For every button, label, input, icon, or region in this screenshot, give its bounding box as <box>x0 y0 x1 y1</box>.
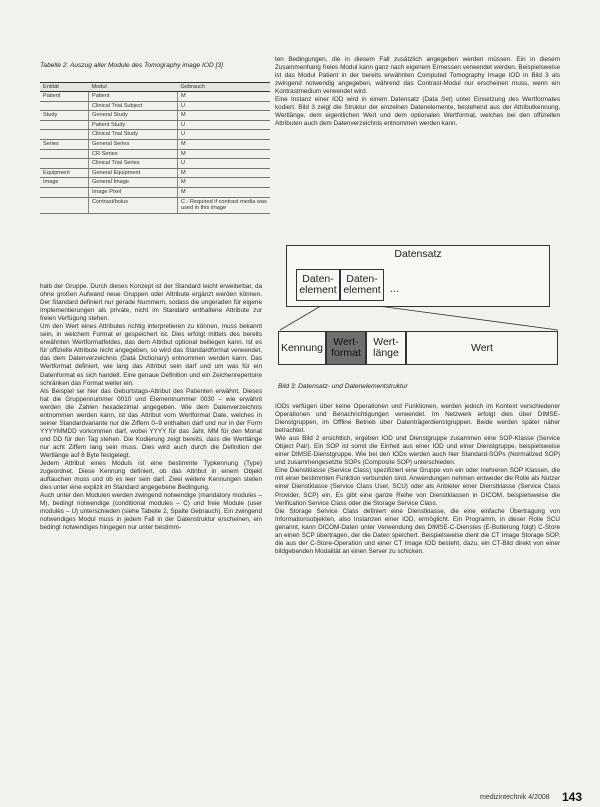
table-cell-entity <box>40 197 89 213</box>
table-cell-usage: U <box>178 120 271 130</box>
table-cell-module: Clinical Trial Series <box>89 159 178 169</box>
table-header-module: Modul <box>89 83 178 92</box>
data-structure-diagram <box>278 245 560 377</box>
table-cell-usage: M <box>178 187 271 197</box>
table-cell-usage: C - Required if contrast media was used in this image <box>178 197 271 213</box>
page-number: 143 <box>562 790 583 804</box>
table-cell-module: General Study <box>89 111 178 121</box>
paragraph: Als Beispiel sei hier das Geburtstags-Attribut des Patienten erwähnt. Dieses hat die Gruppennummer 0010 und Elementnummer 0030 – wie erwähnt werden die Zahlen hexadezimal angegeben. Wie dem Datenverzeichnis entnommen werden kann, ist das Attribut vom Wertformat Date, welches in seiner Standardvariante nur die Ziffern 0–9 enthalten darf und nur in der Form YYYYMMDD vorkommen darf, wobei YYYY für das Jahr, MM für den Monat und DD für den Tag stehen. Die Kodierung zeigt bereits, dass die Wertlänge nur acht Ziffern lang sein muss. Dies wird auch durch die Definition der Wertlänge auf 8 Byte festgelegt. <box>40 387 262 459</box>
table-cell-entity <box>40 120 89 130</box>
table-cell-module: CR Series <box>89 149 178 159</box>
datensatz-label: Datensatz <box>394 248 442 260</box>
wert-box: Wert <box>406 331 558 365</box>
paragraph: Eine Dienstklasse (Service Class) spezifiziert eine Gruppe von ein oder mehreren SOP Klassen, die mit einer bestimmten Funktion verbunden sind. Anwendungen nehmen entweder die Rolle als Nutzer einer Dienstklasse (Service Class User, SCU) oder als Anbieter einer Dienstklasse (Service Class Provider, SCP) ein. Es gibt eine ganze Reihe von Dienstklassen in DICOM, beispielsweise die Verification Service Class oder die Storage Service Class. <box>275 467 560 507</box>
table-cell-usage: M <box>178 139 271 149</box>
table-cell-entity <box>40 130 89 140</box>
paragraph: ten Bedingungen, die in diesem Fall zusätzlich angegeben werden müssen. Ein in diesem Zusammenhang freies Modul kann ganz nach eigenem Ermessen verwendet werden. Beispielsweise ist das Modul Patient in der bereits erwähnten Computed Tomography Image IOD in Bild 3 als zwingend notwendig angegeben, während das Contrast-Modul nur erscheinen muss, wenn ein Kontrastmedium verwendet wird. <box>275 56 560 96</box>
modules-table <box>40 82 270 214</box>
table-row <box>40 159 270 169</box>
table-row <box>40 111 270 121</box>
right-column-bottom-text <box>275 403 560 556</box>
table-cell-module: General Equipment <box>89 168 178 178</box>
table-cell-usage: U <box>178 159 271 169</box>
table-caption: Tabelle 2: Auszug aller Module des Tomography image IOD [3] <box>40 62 223 69</box>
journal-footer: medizintechnik 4/2008 <box>480 794 550 801</box>
table-cell-entity <box>40 101 89 111</box>
table-cell-module: Clinical Trial Study <box>89 130 178 140</box>
ellipsis-label: ... <box>390 283 400 295</box>
paragraph: Auch unter den Modulen werden zwingend notwendige (mandatory modules – M), bedingt notwendige (conditional modules – C) und freie Module (user modules – U) unterschieden (siehe Tabelle 2, Spalte Gebrauch). Ein zwingend notwendiges Modul muss in jedem Fall in der Datenstruktur erscheinen, ein bedingt notwendiges hingegen nur unter bestimm- <box>40 492 262 532</box>
table-row <box>40 139 270 149</box>
paragraph: Jedem Attribut eines Moduls ist eine bestimmte Typkennung (Type) zugeordnet. Diese Kennung definiert, ob das Attribut in einem Objekt auftauchen muss und ob es leer sein darf. Zwei weitere Kennungen stellen dies unter eine explizit im Standard angegebene Bedingung. <box>40 460 262 492</box>
table-row <box>40 101 270 111</box>
right-column-top-text <box>275 56 560 128</box>
kennung-box: Kennung <box>278 331 326 365</box>
table-cell-entity <box>40 149 89 159</box>
table-cell-usage: M <box>178 149 271 159</box>
paragraph: Die Storage Service Class definiert eine Dienstklasse, die eine einfache Übertragung von Informationsobjekten, also Instanzen einer IOD, ermöglicht. Ein Programm, in dieser Rolle SCU genannt, kann DICOM-Daten unter Verwendung des DIMSE-C-Dienstes (E-Butterung folgt) C-Store an einen SCP übertragen, der die Daten speichert. Beispielsweise dient die CT Image Storage SOP, die aus der C-Store-Operation und einer CT Image IOD besteht, dazu, ein CT-Bild direkt von einer bildgebenden Modalität an einen Server zu schicken. <box>275 507 560 555</box>
table-row <box>40 130 270 140</box>
datenelement-box-1: Daten- element <box>296 269 340 301</box>
table-row <box>40 168 270 178</box>
table-header-usage: Gebrauch <box>178 83 271 92</box>
paragraph: IODs verfügen über keine Operationen und Funktionen, werden jedoch im Kontext verschiedener Operationen und Benachrichtigungen verwendet. Im Netzwerk erfolgt dies über DIMSE-Dienstgruppen, im Offline Betrieb über Datenträgerdienstgruppen. Beide werden später näher betrachtet. <box>275 403 560 435</box>
table-cell-entity <box>40 159 89 169</box>
table-cell-module: General Image <box>89 178 178 188</box>
table-cell-usage: U <box>178 101 271 111</box>
left-column-text <box>40 283 262 532</box>
table-cell-usage: M <box>178 178 271 188</box>
table-cell-entity: Study <box>40 111 89 121</box>
table-cell-module: Patient <box>89 92 178 102</box>
table-row <box>40 149 270 159</box>
table-cell-module: General Series <box>89 139 178 149</box>
table-cell-entity: Patient <box>40 92 89 102</box>
table-cell-module: Patient Study <box>89 120 178 130</box>
table-row <box>40 92 270 102</box>
table-cell-entity: Series <box>40 139 89 149</box>
wertlaenge-box: Wert- länge <box>366 331 406 365</box>
datenelement-box-2: Daten- element <box>340 269 384 301</box>
table-cell-usage: M <box>178 111 271 121</box>
table-cell-usage: M <box>178 168 271 178</box>
table-cell-entity: Equipment <box>40 168 89 178</box>
paragraph: Um den Wert eines Attributes richtig interpretieren zu können, muss bekannt sein, in welchem Format er gespeichert ist. Dies erfolgt mittels des bereits erwähnten Wertformatfeldes, das dem Attribut optional beiliegen kann. Ist es für offizielle Attribute nicht angegeben, so wird das Standardformat verwendet, das dem Datenverzeichnis (Data Dictionary) entnommen werden kann. Das Wertformat definiert, wie lang das Attribut sein darf und um was für ein Datenformat es sich handelt. Eine genaue Definition und ein Zeichenrepertoire schränken das Format weiter ein. <box>40 323 262 387</box>
table-row <box>40 187 270 197</box>
table-cell-entity: Image <box>40 178 89 188</box>
wertformat-box: Wert- format <box>326 331 366 365</box>
table-row <box>40 178 270 188</box>
table-cell-usage: U <box>178 130 271 140</box>
paragraph: Wie aus Bild 2 ersichtlich, ergeben IOD und Dienstgruppe zusammen eine SOP-Klasse (Service Object Pair). Ein SOP ist somit die Einheit aus einer IOD und einer Dienstgruppe, beispielsweise einer DIMSE-Dienstgruppe. Wie bei den IODs werden auch hier Standard-SOPs (Normalized SOP) und zusammengesetzte SOPs (Composite SOP) unterschieden. <box>275 435 560 467</box>
table-row <box>40 120 270 130</box>
table-cell-module: Contrast/bolus <box>89 197 178 213</box>
table-cell-entity <box>40 187 89 197</box>
table-row <box>40 197 270 213</box>
figure-caption: Bild 3: Datensatz- und Datenelementstruktur <box>278 383 408 390</box>
table-cell-module: Image Pixel <box>89 187 178 197</box>
paragraph: Eine Instanz einer IOD wird in einem Datensatz (Data Set) unter Einsetzung des Wertformates kodiert. Bild 3 zeigt die Struktur der einzelnen Datenelemente, bestehend aus der Attributkennung, Wertlänge, dem eigentlichen Wert und dem optionalen Wertformat, welches bei den offiziellen Attributen auch dem Datenverzeichnis entnommen werden kann. <box>275 96 560 128</box>
table-header-entity: Entität <box>40 83 89 92</box>
table-cell-module: Clinical Trial Subject <box>89 101 178 111</box>
paragraph: halb der Gruppe. Durch dieses Konzept ist der Standard leicht erweiterbar, da ohne großen Aufwand neue Gruppen oder Attribute ergänzt werden können. Der Standard definiert nur gerade Nummern, sodass die ungeraden für eigene Implementierungen als private, nicht im Standard enthaltene Attribute zur freien Verfügung stehen. <box>40 283 262 323</box>
table-cell-usage: M <box>178 92 271 102</box>
